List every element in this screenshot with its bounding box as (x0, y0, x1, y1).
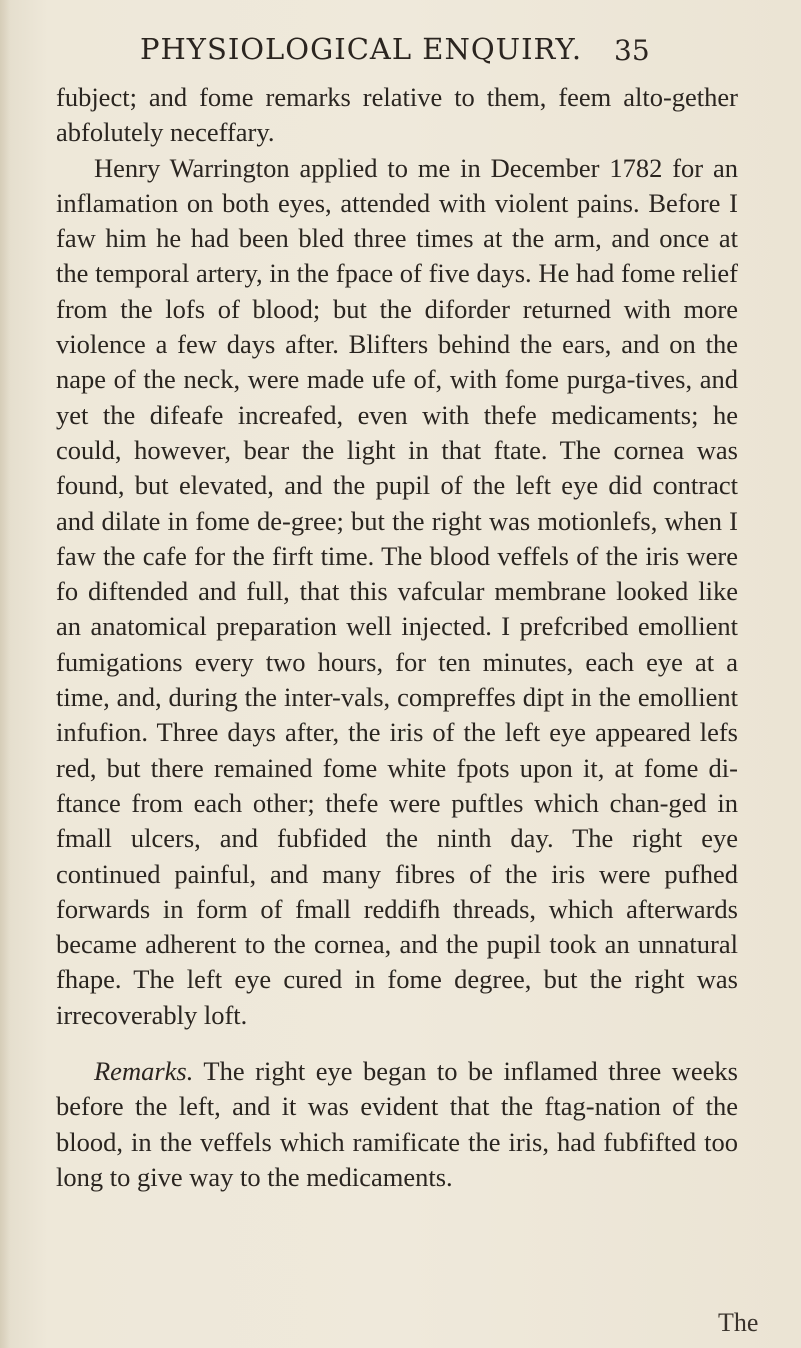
page-gutter-shadow (0, 0, 10, 1348)
paragraph-case-warrington: Henry Warrington applied to me in December 1782 for an inflamation on both eyes, attended with violent pains. Before I faw him he had been bled three times at the arm, and once at the temporal artery, in the fpace of five days. He had fome relief from the lofs of blood; but the diforder returned with more violence a few days after. Blifters behind the ears, and on the nape of the neck, were made ufe of, with fome purga-tives, and yet the difeafe increafed, even with thefe medicaments; he could, however, bear the light in that ftate. The cornea was found, but elevated, and the pupil of the left eye did contract and dilate in fome de-gree; but the right was motionlefs, when I faw the cafe for the firft time. The blood veffels of the iris were fo diftended and full, that this vafcular membrane looked like an anatomical preparation well injected. I prefcribed emollient fumigations every two hours, for ten minutes, each eye at a time, and, during the inter-vals, compreffes dipt in the emollient infufion. Three days after, the iris of the left eye appeared lefs red, but there remained fome white fpots upon it, at fome di-ftance from each other; thefe were puftles which chan-ged in fmall ulcers, and fubfided the ninth day. The right eye continued painful, and many fibres of the iris were pufhed forwards in form of fmall reddifh threads, which afterwards became adherent to the cornea, and the pupil took an unnatural fhape. The left eye cured in fome degree, but the right was irrecoverably loft. (56, 152, 738, 1030)
paragraph-continuation: fubject; and fome remarks relative to them, feem alto-gether abfolutely neceffary. (56, 82, 738, 148)
remarks-label: Remarks. (94, 1056, 194, 1087)
running-title: PHYSIOLOGICAL ENQUIRY. (140, 32, 583, 66)
catchword: The (718, 1308, 759, 1337)
body-text (56, 80, 738, 1195)
remarks-text: The right eye began to be inflamed three weeks before the left, and it was evident that the ftag-nation of the blood, in the veffels which ramificate the iris, had fubfifted too long to give way to the medicaments. (56, 1056, 738, 1192)
page-number: 35 (614, 34, 650, 67)
page-header (140, 22, 770, 72)
paragraph-remarks (56, 1054, 738, 1195)
